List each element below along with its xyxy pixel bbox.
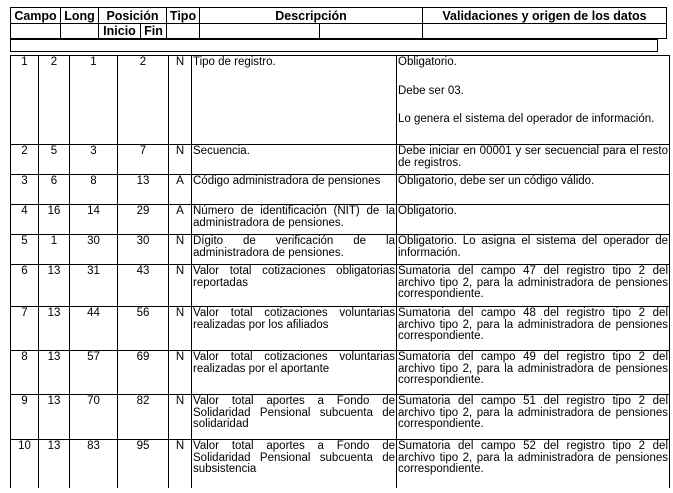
cell-campo: 10 xyxy=(11,440,39,488)
cell-validaciones xyxy=(397,205,670,235)
cell-long: 6 xyxy=(39,175,70,205)
cell-descripcion: Tipo de registro. xyxy=(192,56,397,145)
cell-fin: 2 xyxy=(118,56,169,145)
cell-inicio: 31 xyxy=(70,265,118,307)
header-inicio: Inicio xyxy=(99,24,141,39)
cell-long: 13 xyxy=(39,351,70,395)
header-tipo: Tipo xyxy=(167,8,200,24)
cell-campo: 6 xyxy=(11,265,39,307)
cell-campo: 9 xyxy=(11,395,39,440)
cell-inicio: 3 xyxy=(70,145,118,175)
cell-fin: 43 xyxy=(118,265,169,307)
header-campo: Campo xyxy=(11,8,61,24)
cell-fin: 29 xyxy=(118,205,169,235)
cell-campo: 3 xyxy=(11,175,39,205)
cell-campo: 1 xyxy=(11,56,39,145)
header-blank-cell xyxy=(423,24,667,39)
table-row xyxy=(11,205,670,235)
header-blank-cell xyxy=(61,24,99,39)
cell-descripcion: Valor total aportes a Fondo de Solidaridad Pensional subcuenta de solidaridad xyxy=(192,395,397,440)
table-row xyxy=(11,307,670,351)
cell-fin: 82 xyxy=(118,395,169,440)
cell-long: 13 xyxy=(39,440,70,488)
cell-tipo: N xyxy=(169,145,192,175)
cell-long: 1 xyxy=(39,235,70,265)
table-row xyxy=(11,395,670,440)
validacion-text: Debe ser 03. xyxy=(398,84,464,97)
header-long: Long xyxy=(61,8,99,24)
validacion-text: Obligatorio. xyxy=(398,205,457,217)
cell-validaciones xyxy=(397,265,670,307)
header-blank-cell xyxy=(320,24,423,39)
cell-inicio: 57 xyxy=(70,351,118,395)
validacion-text: Obligatorio. Lo asigna el sistema del operador de información. xyxy=(398,235,668,259)
cell-long: 13 xyxy=(39,395,70,440)
cell-tipo: N xyxy=(169,56,192,145)
validacion-text: Sumatoria del campo 52 del registro tipo 2 del archivo tipo 2, para la administradora de pensiones correspondiente. xyxy=(398,440,668,475)
header-blank-cell xyxy=(11,24,61,39)
table-row xyxy=(11,56,670,145)
table-header xyxy=(10,7,667,39)
cell-long: 13 xyxy=(39,307,70,351)
cell-descripcion: Valor total cotizaciones voluntarias realizadas por los afiliados xyxy=(192,307,397,351)
validacion-text: Sumatoria del campo 51 del registro tipo 2 del archivo tipo 2, para la administradora de pensiones correspondiente. xyxy=(398,395,668,430)
cell-fin: 13 xyxy=(118,175,169,205)
cell-validaciones xyxy=(397,235,670,265)
cell-descripcion: Valor total cotizaciones voluntarias realizadas por el aportante xyxy=(192,351,397,395)
cell-inicio: 30 xyxy=(70,235,118,265)
cell-long: 16 xyxy=(39,205,70,235)
cell-fin: 56 xyxy=(118,307,169,351)
cell-descripcion: Código administradora de pensiones xyxy=(192,175,397,205)
cell-tipo: N xyxy=(169,235,192,265)
cell-descripcion: Valor total aportes a Fondo de Solidaridad Pensional subcuenta de subsistencia xyxy=(192,440,397,488)
cell-validaciones xyxy=(397,175,670,205)
cell-campo: 5 xyxy=(11,235,39,265)
header-blank-cell xyxy=(200,24,320,39)
cell-validaciones xyxy=(397,145,670,175)
cell-validaciones xyxy=(397,440,670,488)
cell-tipo: A xyxy=(169,175,192,205)
validacion-text: Obligatorio. xyxy=(398,56,457,68)
validacion-text: Sumatoria del campo 47 del registro tipo 2 del archivo tipo 2, para la administradora de pensiones correspondiente. xyxy=(398,265,668,300)
table-row xyxy=(11,175,670,205)
cell-inicio: 83 xyxy=(70,440,118,488)
cell-tipo: N xyxy=(169,307,192,351)
header-fin: Fin xyxy=(141,24,167,39)
cell-inicio: 1 xyxy=(70,56,118,145)
table-row xyxy=(11,265,670,307)
cell-campo: 4 xyxy=(11,205,39,235)
validacion-text: Sumatoria del campo 48 del registro tipo 2 del archivo tipo 2, para la administradora de pensiones correspondiente. xyxy=(398,307,668,342)
cell-descripcion: Valor total cotizaciones obligatorias reportadas xyxy=(192,265,397,307)
cell-tipo: A xyxy=(169,205,192,235)
cell-fin: 69 xyxy=(118,351,169,395)
cell-long: 5 xyxy=(39,145,70,175)
cell-validaciones xyxy=(397,351,670,395)
cell-tipo: N xyxy=(169,351,192,395)
validacion-text: Obligatorio, debe ser un código válido. xyxy=(398,175,595,187)
table-row xyxy=(11,351,670,395)
table-row xyxy=(11,235,670,265)
cell-campo: 2 xyxy=(11,145,39,175)
cell-campo: 8 xyxy=(11,351,39,395)
validacion-text: Sumatoria del campo 49 del registro tipo 2 del archivo tipo 2, para la administradora de pensiones correspondiente. xyxy=(398,351,668,386)
spacer-row xyxy=(10,39,658,52)
cell-validaciones xyxy=(397,56,670,145)
cell-descripcion: Dígito de verificación de la administradora de pensiones. xyxy=(192,235,397,265)
cell-tipo: N xyxy=(169,395,192,440)
validacion-text: Lo genera el sistema del operador de información. xyxy=(398,113,655,125)
cell-campo: 7 xyxy=(11,307,39,351)
header-descripcion: Descripción xyxy=(200,8,423,24)
cell-fin: 30 xyxy=(118,235,169,265)
cell-descripcion: Número de identificación (NIT) de la administradora de pensiones. xyxy=(192,205,397,235)
table-row xyxy=(11,440,670,488)
header-posicion: Posición xyxy=(99,8,167,24)
cell-inicio: 14 xyxy=(70,205,118,235)
header-blank-cell xyxy=(167,24,200,39)
cell-long: 2 xyxy=(39,56,70,145)
header-validaciones: Validaciones y origen de los datos xyxy=(423,8,667,24)
table-row xyxy=(11,145,670,175)
cell-validaciones xyxy=(397,395,670,440)
cell-tipo: N xyxy=(169,265,192,307)
cell-descripcion: Secuencia. xyxy=(192,145,397,175)
cell-inicio: 70 xyxy=(70,395,118,440)
cell-fin: 95 xyxy=(118,440,169,488)
fields-table xyxy=(10,55,670,488)
cell-inicio: 8 xyxy=(70,175,118,205)
cell-fin: 7 xyxy=(118,145,169,175)
cell-long: 13 xyxy=(39,265,70,307)
cell-tipo: N xyxy=(169,440,192,488)
cell-inicio: 44 xyxy=(70,307,118,351)
cell-validaciones xyxy=(397,307,670,351)
validacion-text: Debe iniciar en 00001 y ser secuencial para el resto de registros. xyxy=(398,145,668,169)
